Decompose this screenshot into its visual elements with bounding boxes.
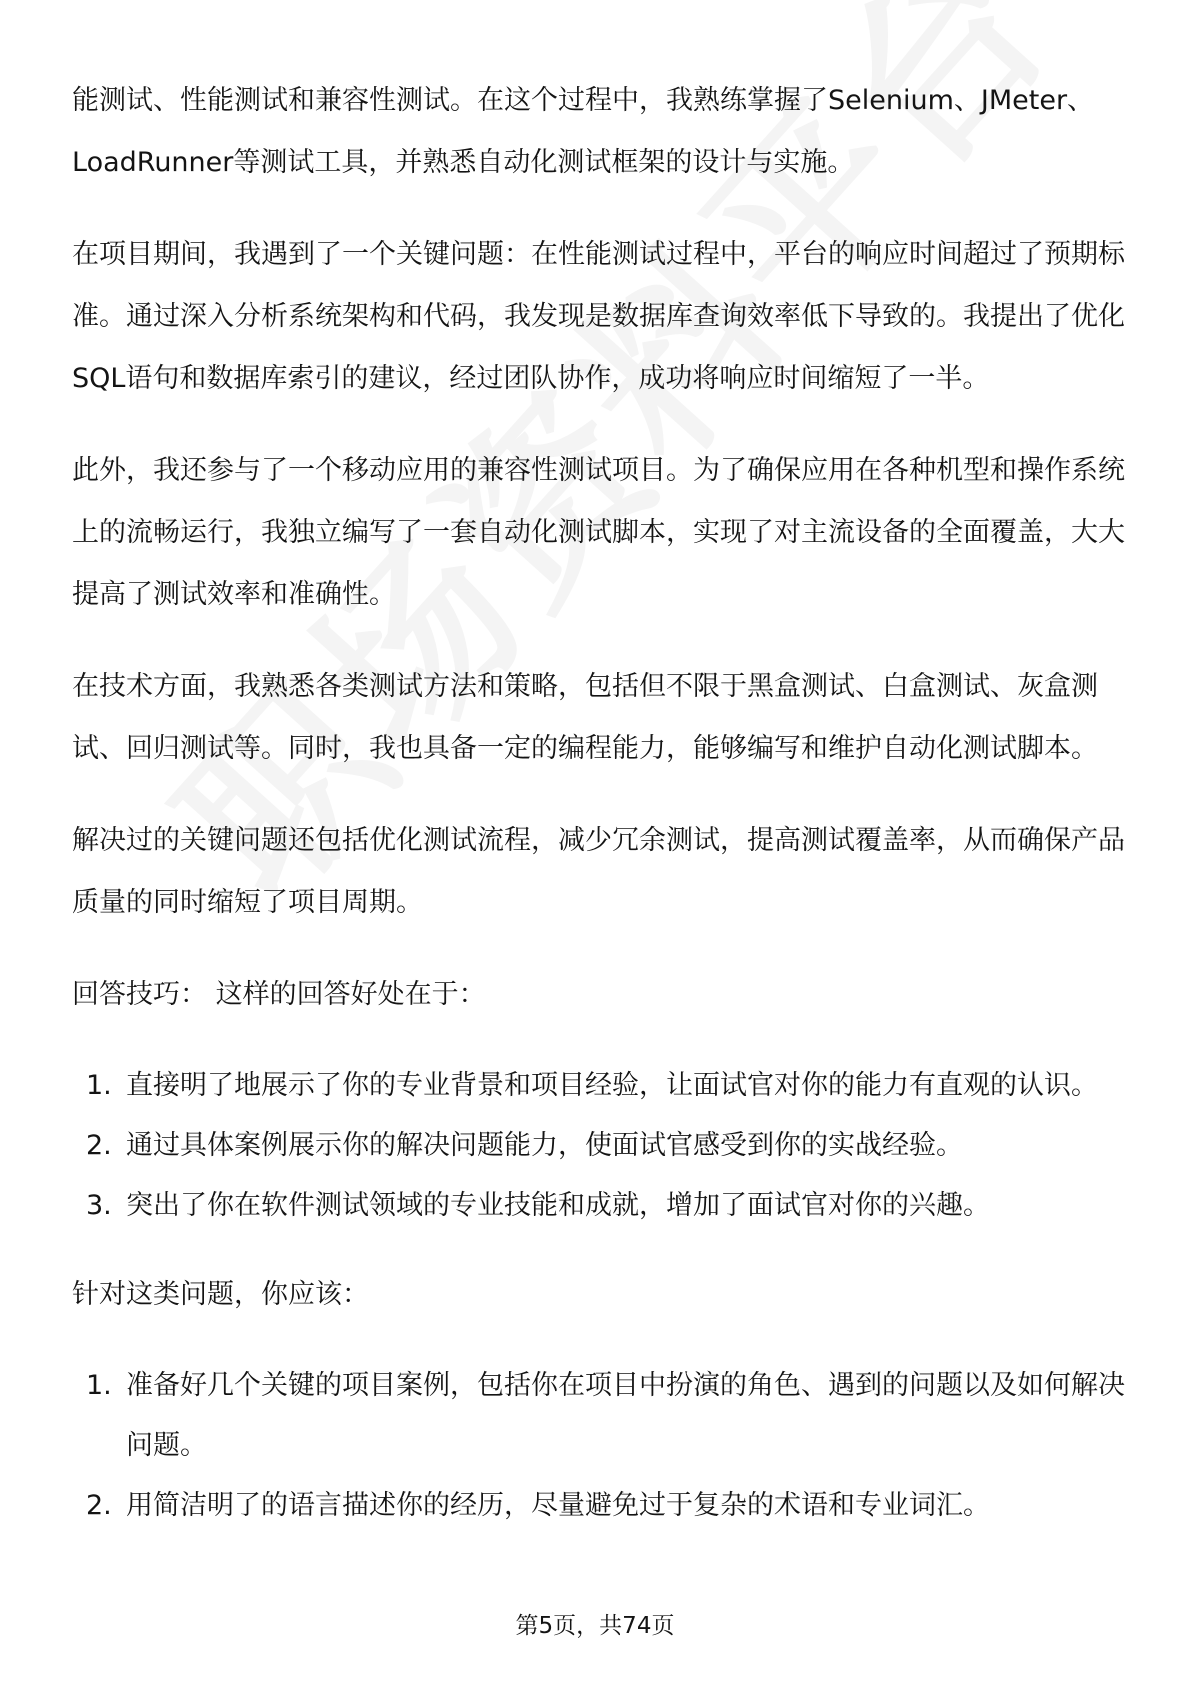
list-item-text: 准备好几个关键的项目案例，包括你在项目中扮演的角色、遇到的问题以及如何解决问题。 [126, 1370, 1125, 1461]
page-number: 第5页，共74页 [515, 1613, 675, 1639]
benefits-list [72, 1056, 1127, 1236]
paragraph-test-tools: 能测试、性能测试和兼容性测试。在这个过程中，我熟练掌握了Selenium、JMeter、LoadRunner等测试工具，并熟悉自动化测试框架的设计与实施。 [72, 85, 1095, 178]
advice-list [72, 1356, 1127, 1536]
list-number: 1. [86, 1370, 112, 1401]
list-number: 2. [86, 1130, 112, 1161]
paragraph-process-optimization: 解决过的关键问题还包括优化测试流程，减少冗余测试，提高测试覆盖率，从而确保产品质量的同时缩短了项目周期。 [72, 825, 1125, 918]
list-number: 3. [86, 1190, 112, 1221]
answer-tips-heading: 回答技巧： 这样的回答好处在于： [72, 979, 486, 1010]
paragraph-tech-skills: 在技术方面，我熟悉各类测试方法和策略，包括但不限于黑盒测试、白盒测试、灰盒测试、回归测试等。同时，我也具备一定的编程能力，能够编写和维护自动化测试脚本。 [72, 671, 1098, 764]
document-body [72, 70, 1127, 1564]
list-item-text: 用简洁明了的语言描述你的经历，尽量避免过于复杂的术语和专业词汇。 [126, 1490, 990, 1521]
list-item [72, 1176, 1127, 1236]
list-item [72, 1056, 1127, 1116]
list-item [72, 1356, 1127, 1476]
list-number: 2. [86, 1490, 112, 1521]
list-item-text: 直接明了地展示了你的专业背景和项目经验，让面试官对你的能力有直观的认识。 [126, 1070, 1098, 1101]
list-item-text: 通过具体案例展示你的解决问题能力，使面试官感受到你的实战经验。 [126, 1130, 963, 1161]
advice-heading: 针对这类问题，你应该： [72, 1279, 369, 1310]
list-number: 1. [86, 1070, 112, 1101]
paragraph-mobile-compat: 此外，我还参与了一个移动应用的兼容性测试项目。为了确保应用在各种机型和操作系统上的流畅运行，我独立编写了一套自动化测试脚本，实现了对主流设备的全面覆盖，大大提高了测试效率和准确性。 [72, 455, 1125, 610]
list-item-text: 突出了你在软件测试领域的专业技能和成就，增加了面试官对你的兴趣。 [126, 1190, 990, 1221]
paragraph-key-problem: 在项目期间，我遇到了一个关键问题：在性能测试过程中，平台的响应时间超过了预期标准。通过深入分析系统架构和代码，我发现是数据库查询效率低下导致的。我提出了优化SQL语句和数据库索引的建议，经过团队协作，成功将响应时间缩短了一半。 [72, 239, 1125, 394]
list-item [72, 1116, 1127, 1176]
list-item [72, 1476, 1127, 1536]
